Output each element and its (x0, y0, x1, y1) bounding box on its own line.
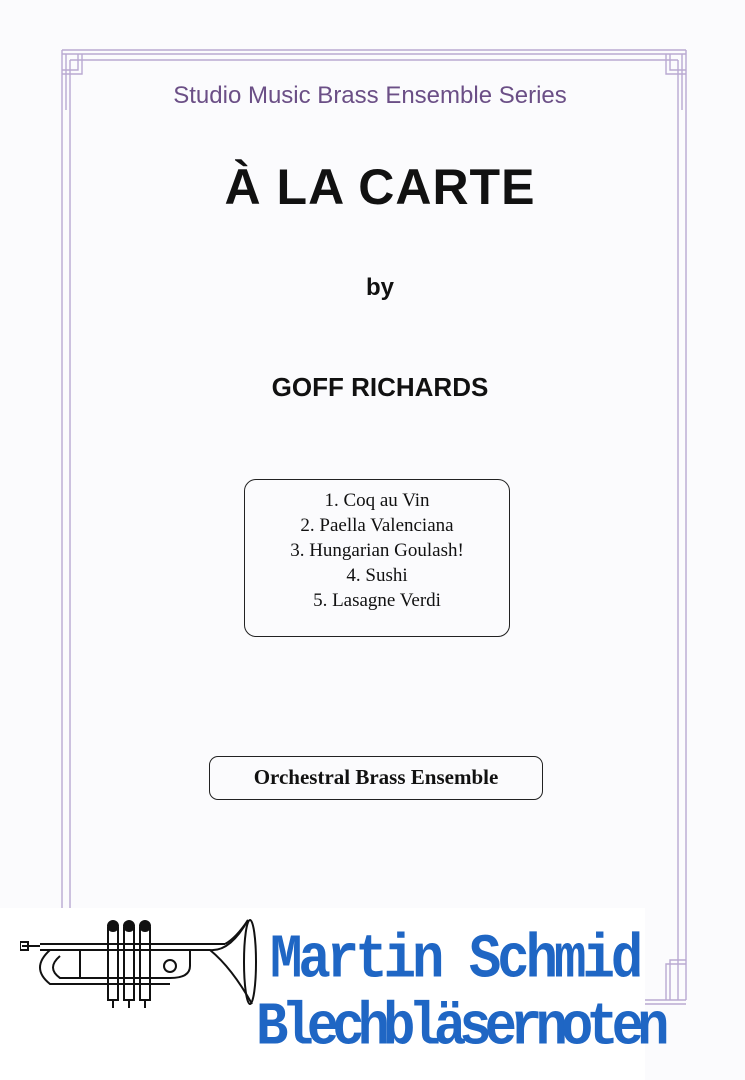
series-name: Studio Music Brass Ensemble Series (173, 82, 567, 109)
movement-item: 4. Sushi (346, 565, 408, 586)
composer-name: GOFF RICHARDS (271, 372, 489, 402)
piece-title: À LA CARTE (224, 159, 536, 215)
ensemble-label: Orchestral Brass Ensemble (209, 756, 543, 800)
by-label: by (365, 274, 394, 301)
brand-name: Martin Schmid (270, 926, 640, 997)
movement-item: 3. Hungarian Goulash! (290, 540, 464, 561)
brand-subtitle: Blechbläsernoten (256, 994, 663, 1063)
movement-item: 5. Lasagne Verdi (313, 590, 441, 611)
publisher-banner (0, 908, 663, 1080)
trumpet-icon (20, 908, 260, 1028)
movement-item: 2. Paella Valenciana (300, 515, 454, 536)
movements-list (244, 479, 510, 637)
movement-item: 1. Coq au Vin (324, 490, 430, 511)
